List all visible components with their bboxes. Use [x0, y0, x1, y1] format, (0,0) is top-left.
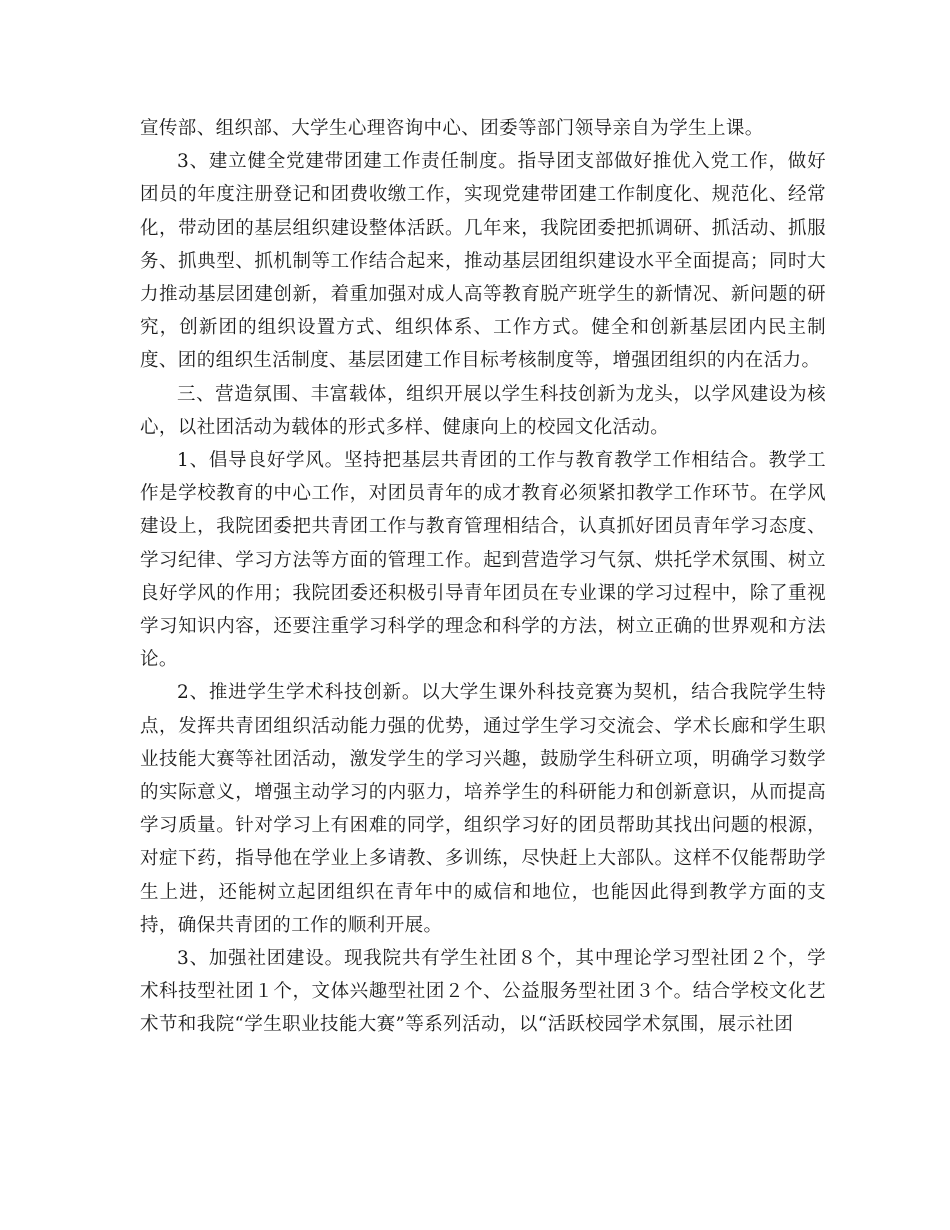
- paragraph-section-three-heading: 三、营造氛围、丰富载体，组织开展以学生科技创新为龙头，以学风建设为核心，以社团活动为载体的形式多样、健康向上的校园文化活动。: [140, 383, 826, 438]
- paragraph-club-building: 3、加强社团建设。现我院共有学生社团８个，其中理论学习型社团２个，学术科技型社团１个，文体兴趣型社团２个、公益服务型社团３个。结合学校文化艺术节和我院“学生职业技能大赛”等系列活动，以“活跃校园学术氛围，展示社团: [140, 948, 826, 1036]
- paragraph-study-style: 1、倡导良好学风。坚持把基层共青团的工作与教育教学工作相结合。教学工作是学校教育的中心工作，对团员青年的成才教育必须紧扣教学工作环节。在学风建设上，我院团委把共青团工作与教育管理相结合，认真抓好团员青年学习态度、学习纪律、学习方法等方面的管理工作。起到营造学习气氛、烘托学术氛围、树立良好学风的作用；我院团委还积极引导青年团员在专业课的学习过程中，除了重视学习知识内容，还要注重学习科学的理念和科学的方法，树立正确的世界观和方法论。: [140, 450, 826, 671]
- paragraph-academic-innovation: 2、推进学生学术科技创新。以大学生课外科技竞赛为契机，结合我院学生特点，发挥共青团组织活动能力强的优势，通过学生学习交流会、学术长廊和学生职业技能大赛等社团活动，激发学生的学习兴趣，鼓励学生科研立项，明确学习数学的实际意义，增强主动学习的内驱力，培养学生的科研能力和创新意识，从而提高学习质量。针对学习上有困难的同学，组织学习好的团员帮助其找出问题的根源，对症下药，指导他在学业上多请教、多训练，尽快赶上大部队。这样不仅能帮助学生上进，还能树立起团组织在青年中的威信和地位，也能因此得到教学方面的支持，确保共青团的工作的顺利开展。: [140, 682, 826, 936]
- paragraph-continuation: 宣传部、组织部、大学生心理咨询中心、团委等部门领导亲自为学生上课。: [140, 118, 764, 139]
- paragraph-responsibility-system: 3、建立健全党建带团建工作责任制度。指导团支部做好推优入党工作，做好团员的年度注册登记和团费收缴工作，实现党建带团建工作制度化、规范化、经常化，带动团的基层组织建设整体活跃。几年来，我院团委把抓调研、抓活动、抓服务、抓典型、抓机制等工作结合起来，推动基层团组织建设水平全面提高；同时大力推动基层团建创新，着重加强对成人高等教育脱产班学生的新情况、新问题的研究，创新团的组织设置方式、组织体系、工作方式。健全和创新基层团内民主制度、团的组织生活制度、基层团建工作目标考核制度等，增强团组织的内在活力。: [140, 151, 826, 372]
- document-body: [140, 112, 826, 1042]
